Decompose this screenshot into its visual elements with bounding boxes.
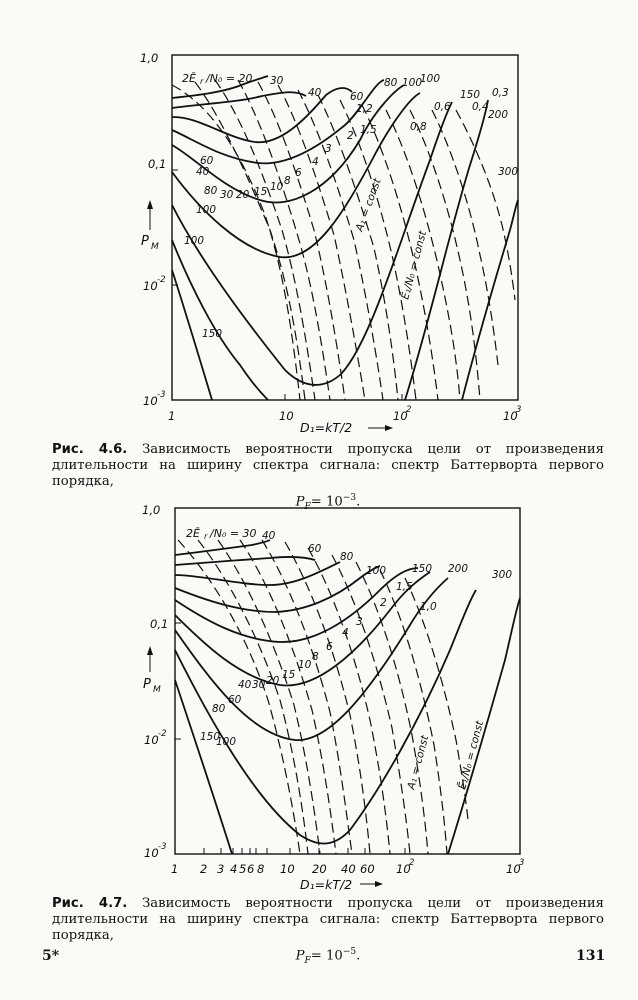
svg-text:10: 10 (506, 862, 521, 876)
svg-text:200: 200 (448, 563, 469, 575)
fig46-annotation-e: Ē₁/N₀ = const (399, 229, 430, 301)
svg-text:10: 10 (270, 181, 284, 193)
fig46-xtick-100-base: 10 (393, 409, 408, 423)
svg-text:60: 60 (308, 543, 322, 555)
svg-text:2Ē: 2Ē (182, 72, 196, 85)
svg-text:100: 100 (184, 235, 205, 247)
svg-text:P: P (143, 677, 151, 692)
fig46-annotation-a: A₁ = const (353, 176, 384, 234)
svg-text:40: 40 (308, 87, 322, 99)
svg-text:80: 80 (340, 551, 354, 563)
svg-text:100: 100 (420, 73, 441, 85)
fig46-xtick-100-exp: 2 (406, 405, 412, 415)
svg-text:20: 20 (236, 189, 250, 201)
svg-text:300: 300 (498, 166, 519, 178)
svg-text:200: 200 (488, 109, 509, 121)
svg-text:100: 100 (402, 77, 423, 89)
svg-text:0,8: 0,8 (410, 121, 427, 133)
svg-text:8: 8 (312, 651, 319, 663)
svg-text:40: 40 (341, 862, 356, 876)
svg-text:30: 30 (252, 679, 266, 691)
fig46-x-axis-label (300, 420, 393, 435)
svg-text:1,5: 1,5 (360, 124, 377, 136)
fig46-xtick-1000-exp: 3 (516, 405, 522, 415)
svg-text:10: 10 (396, 862, 411, 876)
page-number: 131 (576, 948, 606, 964)
svg-text:15: 15 (282, 669, 296, 681)
svg-text:1,5: 1,5 (396, 581, 413, 593)
fig47-y-axis-label (143, 646, 161, 695)
svg-text:60: 60 (360, 862, 375, 876)
fig47-annotation-a: A₁ = const (405, 734, 432, 791)
svg-text:6: 6 (247, 862, 255, 876)
fig47-annotation-e: Ē₁/N₀ = const (456, 719, 487, 791)
svg-text:150: 150 (202, 328, 223, 340)
svg-text:8: 8 (284, 175, 291, 187)
fig46-xtick-1000-base: 10 (503, 409, 518, 423)
svg-text:2: 2 (347, 130, 354, 142)
fig47-curve-labels (200, 530, 512, 792)
svg-text:4: 4 (312, 156, 319, 168)
fig46-solid-curves (172, 76, 518, 400)
svg-text:5: 5 (239, 862, 247, 876)
svg-text:60: 60 (200, 155, 214, 167)
svg-text:150: 150 (200, 731, 221, 743)
svg-text:40: 40 (196, 166, 210, 178)
fig46-xtick-10: 10 (279, 409, 294, 423)
fig47-ytick-1e-2-exp: -2 (158, 729, 167, 739)
svg-text:100: 100 (216, 736, 237, 748)
fig47-ytick-01: 0,1 (150, 617, 169, 631)
svg-text:1: 1 (171, 862, 179, 876)
svg-text:10: 10 (280, 862, 295, 876)
caption-fig-4-7: Рис. 4.7. Зависимость вероятности пропуска цели от произведения длительности на ширину спектра сигнала: спектр Баттерворта первого порядка, $P_F= 10^{-5}$. (52, 896, 604, 967)
svg-text:80: 80 (212, 703, 226, 715)
fig46-ytick-1e-2-exp: -2 (157, 275, 166, 285)
svg-text:2: 2 (380, 597, 387, 609)
svg-text:150: 150 (412, 563, 433, 575)
fig46-ytick-01: 0,1 (148, 157, 167, 171)
svg-text:/N₀ = 30: /N₀ = 30 (210, 527, 257, 540)
svg-text:1,0: 1,0 (420, 601, 437, 613)
svg-text:100: 100 (366, 565, 387, 577)
svg-text:60: 60 (350, 91, 364, 103)
fig46-y-axis-label (141, 200, 159, 252)
fig46-xtick-1: 1 (168, 409, 176, 423)
fig46-ytick-1e-3-exp: -3 (157, 390, 166, 400)
svg-text:r: r (200, 77, 204, 86)
svg-text:6: 6 (295, 167, 302, 179)
svg-text:3: 3 (519, 858, 525, 868)
svg-text:D₁=kT/2: D₁=kT/2 (300, 420, 353, 435)
svg-text:40: 40 (238, 679, 252, 691)
svg-text:2Ē: 2Ē (186, 527, 200, 540)
svg-text:100: 100 (196, 204, 217, 216)
fig46-ytick-1: 1,0 (140, 51, 159, 65)
svg-text:D₁=kT/2: D₁=kT/2 (300, 877, 353, 892)
svg-text:30: 30 (220, 189, 234, 201)
svg-text:r: r (204, 532, 208, 541)
svg-text:4: 4 (230, 862, 238, 876)
fig47-dashed-curves (178, 540, 468, 854)
svg-text:3: 3 (325, 143, 332, 155)
fig46-ytick-1e-2-base: 10 (143, 279, 158, 293)
svg-text:2: 2 (409, 858, 415, 868)
caption-fig-4-6: Рис. 4.6. Зависимость вероятности пропуска цели от произведения длительности на ширину спектра сигнала: спектр Баттерворта первого порядка, $P_F= 10^{-3}$. (52, 442, 604, 513)
svg-text:0,4: 0,4 (472, 101, 489, 113)
svg-text:150: 150 (460, 89, 481, 101)
svg-text:15: 15 (254, 186, 268, 198)
svg-text:60: 60 (228, 694, 242, 706)
fig46-ytick-1e-3-base: 10 (143, 394, 158, 408)
svg-text:30: 30 (270, 75, 284, 87)
svg-text:300: 300 (492, 569, 513, 581)
svg-text:6: 6 (326, 641, 333, 653)
svg-text:8: 8 (257, 862, 265, 876)
fig47-ytick-1e-3-exp: -3 (158, 842, 167, 852)
fig47-xticks (171, 858, 524, 876)
svg-text:20: 20 (266, 675, 280, 687)
fig46-dashed-curves (172, 80, 515, 400)
svg-text:P: P (141, 234, 149, 249)
svg-text:10: 10 (298, 659, 312, 671)
fig47-x-axis-label (300, 877, 383, 892)
svg-text:2: 2 (200, 862, 208, 876)
svg-text:40: 40 (262, 530, 276, 542)
svg-text:20: 20 (312, 862, 327, 876)
svg-text:80: 80 (384, 77, 398, 89)
fig47-ytick-1e-3-base: 10 (144, 846, 159, 860)
svg-text:M: M (153, 685, 161, 695)
svg-text:1,2: 1,2 (356, 103, 373, 115)
svg-text:3: 3 (356, 616, 363, 628)
fig47-ytick-1e-2-base: 10 (144, 733, 159, 747)
svg-text:0,6: 0,6 (434, 101, 451, 113)
svg-text:0,3: 0,3 (492, 87, 509, 99)
signature-mark: 5* (42, 948, 60, 964)
svg-text:3: 3 (217, 862, 225, 876)
svg-text:80: 80 (204, 185, 218, 197)
svg-text:M: M (151, 242, 159, 252)
svg-text:4: 4 (342, 627, 349, 639)
fig47-ytick-1: 1,0 (142, 503, 161, 517)
fig47-top-label (186, 527, 257, 541)
svg-text:/N₀ = 20: /N₀ = 20 (206, 72, 253, 85)
